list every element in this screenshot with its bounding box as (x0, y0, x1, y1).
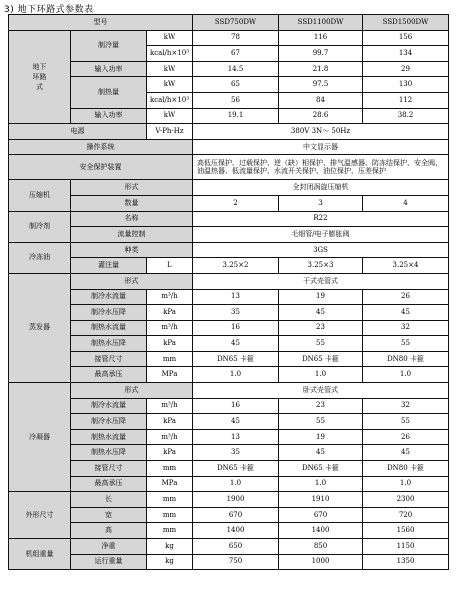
value-cell: 3 (279, 195, 363, 211)
value-cell: 1.0 (193, 367, 279, 383)
row-label: 安全保护装置 (9, 155, 193, 180)
value-cell: 45 (279, 305, 363, 321)
value-cell: 19 (279, 289, 363, 305)
value-cell: 3.25×4 (363, 258, 449, 274)
table-row (9, 351, 449, 367)
unit-cell: kPa (147, 336, 193, 352)
value-cell: 1910 (279, 492, 363, 508)
unit-cell: kPa (147, 305, 193, 321)
unit-cell: kPa (147, 445, 193, 461)
value-cell: 670 (193, 507, 279, 523)
value-cell: 750 (193, 554, 279, 570)
table-row (9, 554, 449, 570)
row-label: 接管尺寸 (71, 351, 147, 367)
value-cell: 56 (193, 92, 279, 108)
row-label: 宽 (71, 507, 147, 523)
row-label: 制冷量 (71, 30, 147, 61)
unit-cell: m³/h (147, 289, 193, 305)
row-label: 制冷水流量 (71, 289, 147, 305)
row-label: 形式 (71, 383, 193, 399)
unit-cell: kW (147, 108, 193, 124)
value-cell: 高低压保护、过载保护、逆（缺）相保护、排气温感器、防冻结保护、安全阀、油温热器、低流量保护、水流开关保护、油位保护、压差保护 (193, 155, 449, 180)
unit-cell: kW (147, 77, 193, 93)
value-cell: 4 (363, 195, 449, 211)
row-label: 灌注量 (71, 258, 147, 274)
value-cell: 3.25×2 (193, 258, 279, 274)
row-label: 制冷水压降 (71, 305, 147, 321)
value-cell: 670 (279, 507, 363, 523)
value-cell: DN65 卡箍 (193, 351, 279, 367)
value-cell: DN80 卡箍 (363, 351, 449, 367)
value-cell: 78 (193, 30, 279, 46)
value-cell: 35 (193, 445, 279, 461)
table-row (9, 124, 449, 140)
table-row (9, 429, 449, 445)
row-label: 制热水压降 (71, 445, 147, 461)
value-cell: 55 (279, 336, 363, 352)
row-label: 制热水流量 (71, 320, 147, 336)
table-row (9, 305, 449, 321)
value-cell: 134 (363, 46, 449, 62)
table-row (9, 367, 449, 383)
value-cell: 干式壳管式 (193, 273, 449, 289)
model-name: SSD1100DW (279, 15, 363, 31)
value-cell: 156 (363, 30, 449, 46)
section-label-weight: 机组重量 (9, 539, 71, 570)
value-cell: 45 (363, 305, 449, 321)
model-label: 型号 (9, 15, 193, 31)
value-cell: 19 (279, 429, 363, 445)
unit-cell: V-Ph-Hz (147, 124, 193, 140)
table-row (9, 445, 449, 461)
row-label: 净重 (71, 539, 147, 555)
value-cell: 1000 (279, 554, 363, 570)
value-cell: 16 (193, 398, 279, 414)
value-cell: DN65 卡箍 (279, 351, 363, 367)
value-cell: 55 (363, 414, 449, 430)
value-cell: 1.0 (363, 476, 449, 492)
unit-cell: kg (147, 554, 193, 570)
unit-cell: mm (147, 351, 193, 367)
value-cell: 55 (279, 414, 363, 430)
table-row (9, 211, 449, 227)
row-label: 操作系统 (9, 139, 193, 155)
row-label: 数量 (71, 195, 193, 211)
value-cell: 中文显示器 (193, 139, 449, 155)
table-heading: 3) 地下环路式参数表 (4, 5, 94, 15)
table-row (9, 336, 449, 352)
value-cell: 1400 (193, 523, 279, 539)
value-cell: 毛细管/电子膨胀阀 (193, 227, 449, 243)
value-cell: 23 (279, 320, 363, 336)
value-cell: 1.0 (193, 476, 279, 492)
value-cell: 13 (193, 429, 279, 445)
table-row (9, 414, 449, 430)
section-label-condenser: 冷凝器 (9, 383, 71, 492)
header-row (9, 15, 449, 31)
table-row (9, 77, 449, 93)
section-label-compressor: 压缩机 (9, 180, 71, 211)
table-row (9, 180, 449, 196)
table-row (9, 258, 449, 274)
unit-cell: kW (147, 61, 193, 77)
unit-cell: m³/h (147, 429, 193, 445)
value-cell: 55 (363, 336, 449, 352)
row-label: 运行重量 (71, 554, 147, 570)
table-row (9, 30, 449, 46)
value-cell: 380V 3N～ 50Hz (193, 124, 449, 140)
table-row (9, 61, 449, 77)
value-cell: 45 (279, 445, 363, 461)
value-cell: 130 (363, 77, 449, 93)
unit-cell: mm (147, 507, 193, 523)
row-label: 名称 (71, 211, 193, 227)
value-cell: 45 (193, 336, 279, 352)
value-cell: 29 (363, 61, 449, 77)
section-label-oil: 冷冻油 (9, 242, 71, 273)
row-label: 高 (71, 523, 147, 539)
value-cell: 1900 (193, 492, 279, 508)
row-label: 最高承压 (71, 476, 147, 492)
row-label: 制冷水流量 (71, 398, 147, 414)
model-name: SSD750DW (193, 15, 279, 31)
value-cell: 99.7 (279, 46, 363, 62)
value-cell: 84 (279, 92, 363, 108)
row-label: 长 (71, 492, 147, 508)
value-cell: 21.8 (279, 61, 363, 77)
value-cell: 1150 (363, 539, 449, 555)
value-cell: 26 (363, 289, 449, 305)
row-label: 流量控制 (71, 227, 193, 243)
row-label: 制热水压降 (71, 336, 147, 352)
unit-cell: MPa (147, 476, 193, 492)
row-label: 电源 (9, 124, 147, 140)
value-cell: DN65 卡箍 (279, 461, 363, 477)
value-cell: 116 (279, 30, 363, 46)
value-cell: 2 (193, 195, 279, 211)
table-row (9, 139, 449, 155)
value-cell: 1400 (279, 523, 363, 539)
row-label: 接管尺寸 (71, 461, 147, 477)
table-row (9, 398, 449, 414)
unit-cell: m³/h (147, 398, 193, 414)
value-cell: 14.5 (193, 61, 279, 77)
row-label: 输入功率 (71, 61, 147, 77)
table-row (9, 273, 449, 289)
value-cell: 卧式壳管式 (193, 383, 449, 399)
value-cell: 全封闭涡旋压缩机 (193, 180, 449, 196)
value-cell: 23 (279, 398, 363, 414)
value-cell: DN65 卡箍 (193, 461, 279, 477)
table-row (9, 108, 449, 124)
value-cell: 65 (193, 77, 279, 93)
model-name: SSD1500DW (363, 15, 449, 31)
table-row (9, 227, 449, 243)
value-cell: 67 (193, 46, 279, 62)
row-label: 形式 (71, 273, 193, 289)
value-cell: 3.25×3 (279, 258, 363, 274)
unit-cell: kg (147, 539, 193, 555)
table-row (9, 476, 449, 492)
table-row (9, 383, 449, 399)
table-row (9, 320, 449, 336)
value-cell: 38.2 (363, 108, 449, 124)
value-cell: 45 (193, 414, 279, 430)
row-label: 制热水流量 (71, 429, 147, 445)
table-row (9, 195, 449, 211)
value-cell: 650 (193, 539, 279, 555)
value-cell: 35 (193, 305, 279, 321)
value-cell: DN80 卡箍 (363, 461, 449, 477)
value-cell: 720 (363, 507, 449, 523)
value-cell: 28.6 (279, 108, 363, 124)
value-cell: 850 (279, 539, 363, 555)
section-label-evaporator: 蒸发器 (9, 273, 71, 382)
table-row (9, 155, 449, 180)
value-cell: 112 (363, 92, 449, 108)
value-cell: 26 (363, 429, 449, 445)
value-cell: 97.5 (279, 77, 363, 93)
row-label: 最高承压 (71, 367, 147, 383)
value-cell: 1.0 (279, 476, 363, 492)
value-cell: 19.1 (193, 108, 279, 124)
unit-cell: MPa (147, 367, 193, 383)
table-row (9, 289, 449, 305)
section-label-underground: 地下环路式 (9, 30, 71, 124)
value-cell: 16 (193, 320, 279, 336)
parameter-table (8, 14, 449, 570)
table-row (9, 507, 449, 523)
row-label: 输入功率 (71, 108, 147, 124)
unit-cell: kcal/h×10³ (147, 92, 193, 108)
unit-cell: L (147, 258, 193, 274)
unit-cell: mm (147, 492, 193, 508)
value-cell: 13 (193, 289, 279, 305)
value-cell: 1.0 (363, 367, 449, 383)
value-cell: 1350 (363, 554, 449, 570)
unit-cell: mm (147, 461, 193, 477)
table-row (9, 461, 449, 477)
unit-cell: kcal/h×10³ (147, 46, 193, 62)
value-cell: 32 (363, 320, 449, 336)
table-row (9, 492, 449, 508)
unit-cell: mm (147, 523, 193, 539)
value-cell: 1560 (363, 523, 449, 539)
table-row (9, 539, 449, 555)
unit-cell: kPa (147, 414, 193, 430)
unit-cell: kW (147, 30, 193, 46)
value-cell: 45 (363, 445, 449, 461)
unit-cell: m³/h (147, 320, 193, 336)
value-cell: 3GS (193, 242, 449, 258)
row-label: 制热量 (71, 77, 147, 108)
value-cell: 1.0 (279, 367, 363, 383)
value-cell: 2300 (363, 492, 449, 508)
section-label-refrigerant: 制冷剂 (9, 211, 71, 242)
table-row (9, 523, 449, 539)
section-label-dimensions: 外形尺寸 (9, 492, 71, 539)
row-label: 种类 (71, 242, 193, 258)
value-cell: R22 (193, 211, 449, 227)
row-label: 形式 (71, 180, 193, 196)
row-label: 制冷水压降 (71, 414, 147, 430)
table-row (9, 242, 449, 258)
value-cell: 32 (363, 398, 449, 414)
